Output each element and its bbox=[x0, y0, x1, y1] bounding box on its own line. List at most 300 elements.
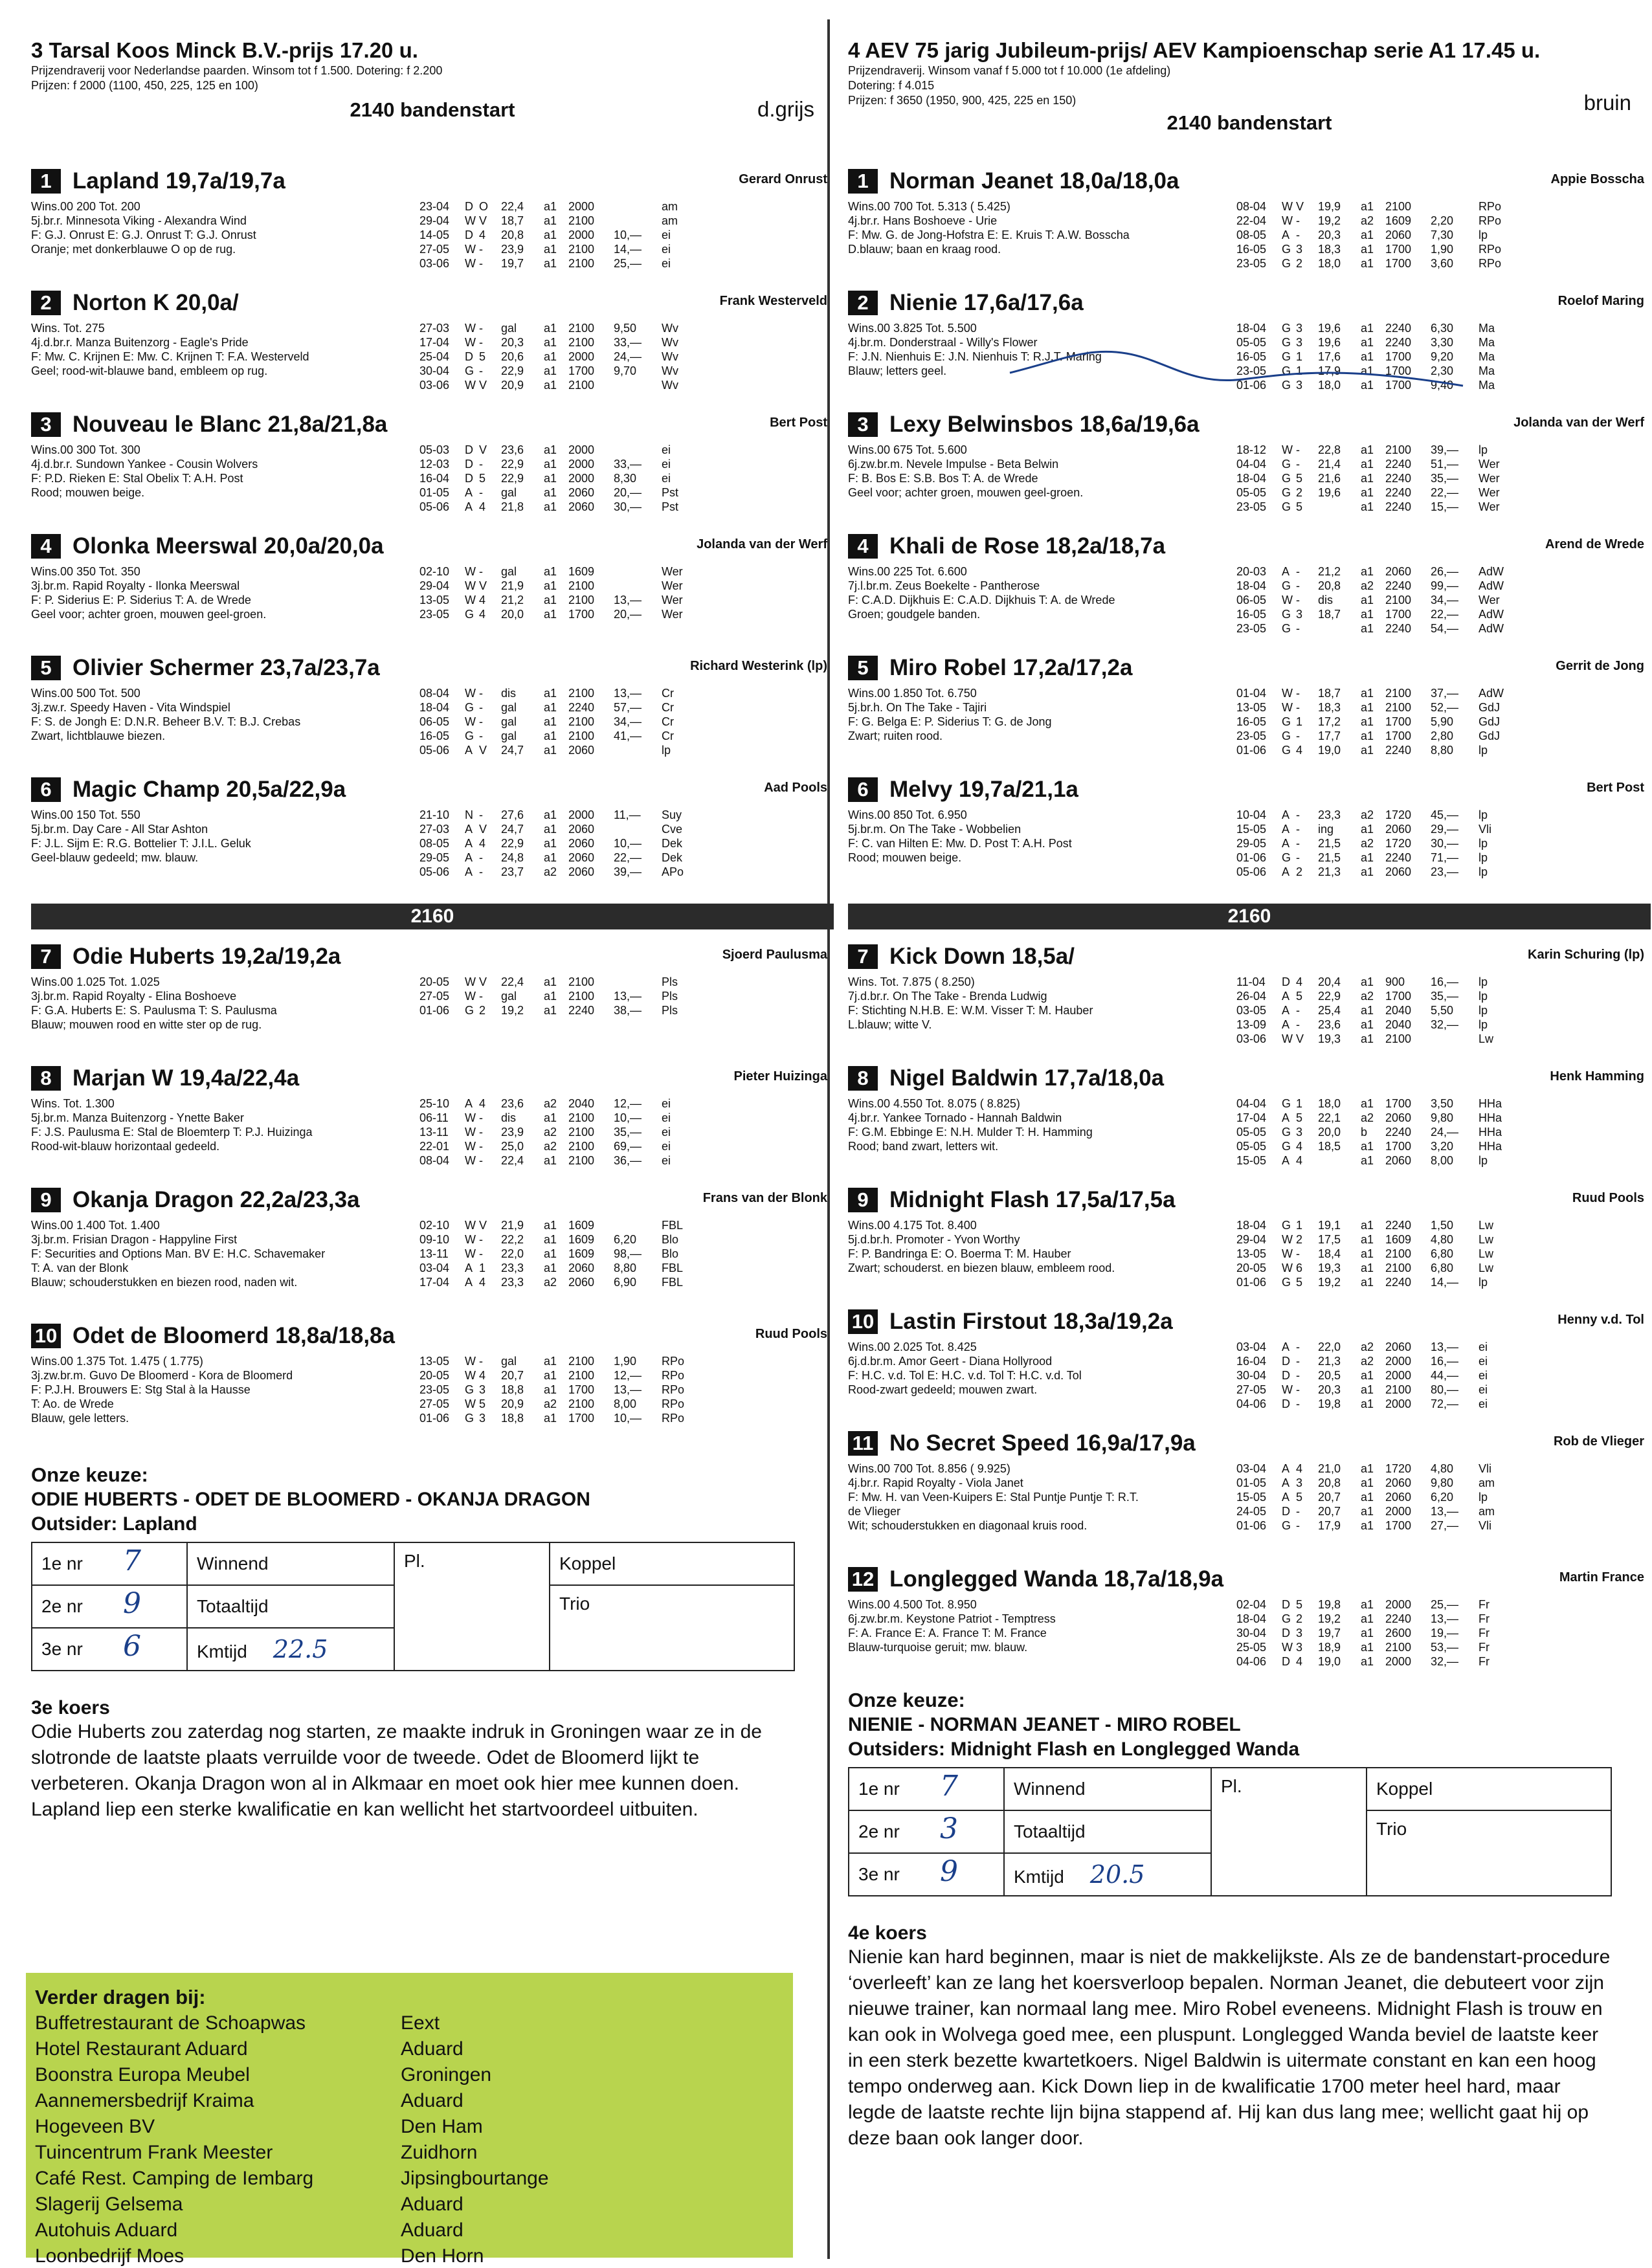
performance-row bbox=[1236, 1612, 1651, 1626]
performance-cell: 2060 bbox=[1385, 823, 1412, 836]
performance-cell: 18,7 bbox=[1318, 608, 1341, 621]
horse-info-line: 6j.zw.br.m. Keystone Patriot - Temptress bbox=[848, 1612, 1056, 1625]
performance-cell: W bbox=[1282, 1247, 1293, 1260]
performance-cell: Fr bbox=[1479, 1612, 1490, 1625]
performance-cell: a1 bbox=[544, 1219, 557, 1232]
horse-info bbox=[848, 686, 1236, 743]
horse-header bbox=[848, 290, 1651, 316]
performance-cell: a1 bbox=[544, 322, 557, 335]
performance-cell: 2040 bbox=[1385, 1004, 1412, 1017]
performance-row bbox=[1236, 621, 1651, 636]
performance-row bbox=[1236, 1597, 1651, 1612]
performance-cell: RPo bbox=[1479, 243, 1502, 256]
race-header bbox=[848, 0, 1651, 168]
performance-cell: 4 bbox=[479, 228, 486, 241]
performance-cell: A bbox=[1282, 865, 1290, 878]
horse-info bbox=[848, 1340, 1236, 1397]
performance-row bbox=[1236, 1261, 1651, 1275]
performance-cell: 3,50 bbox=[1431, 1097, 1454, 1110]
performance-cell: 21,6 bbox=[1318, 472, 1341, 485]
pick-heading: Onze keuze: bbox=[31, 1463, 148, 1486]
performance-cell: Lw bbox=[1479, 1262, 1494, 1274]
performance-cell: 22-01 bbox=[419, 1140, 450, 1153]
performance-cell: 1 bbox=[479, 1262, 486, 1274]
horse-entry bbox=[848, 777, 1651, 898]
performance-cell: 1 bbox=[1296, 1097, 1303, 1110]
performance-cell: 01-05 bbox=[1236, 1476, 1267, 1489]
performance-cell: 05-06 bbox=[419, 500, 450, 513]
performance-cell: 2060 bbox=[1385, 1111, 1412, 1124]
sponsor-place: Jipsingbourtange bbox=[401, 2168, 549, 2189]
performance-cell: G bbox=[1282, 579, 1291, 592]
horse-info-line: Blauw-turquoise geruit; mw. blauw. bbox=[848, 1641, 1028, 1654]
horse-name: Odet de Bloomerd 18,8a/18,8a bbox=[73, 1323, 395, 1348]
performance-cell: 16-05 bbox=[1236, 350, 1267, 363]
horse-info-line: 5j.br.m. Manza Buitenzorg - Ynette Baker bbox=[31, 1111, 244, 1124]
handwritten-third: 6 bbox=[123, 1630, 141, 1663]
performance-cell: ei bbox=[1479, 1340, 1488, 1353]
performance-cell: gal bbox=[501, 701, 517, 714]
horse-info-line: Wins.00 150 Tot. 550 bbox=[31, 808, 140, 821]
performance-cell: 05-05 bbox=[1236, 1140, 1267, 1153]
performance-row bbox=[419, 500, 834, 514]
handwritten-third: 9 bbox=[940, 1855, 958, 1888]
performance-cell: 20,7 bbox=[1318, 1491, 1341, 1504]
performance-cell: Wer bbox=[662, 594, 683, 606]
performance-cell: 4 bbox=[479, 608, 486, 621]
performance-cell: 1700 bbox=[1385, 729, 1412, 742]
performance-cell: 3 bbox=[1296, 1476, 1303, 1489]
performance-cell: ei bbox=[1479, 1397, 1488, 1410]
performance-cell: a1 bbox=[544, 1111, 557, 1124]
performance-row bbox=[1236, 1504, 1651, 1518]
performance-cell: 22,2 bbox=[501, 1233, 524, 1246]
performance-cell: a1 bbox=[544, 1412, 557, 1425]
driver-name: Gerrit de Jong bbox=[1556, 659, 1644, 673]
performance-cell: 1700 bbox=[568, 1383, 595, 1396]
horse-info-line: Blauw; mouwen rood en witte ster op de rug. bbox=[31, 1018, 262, 1031]
performance-cell: 1700 bbox=[568, 608, 595, 621]
performance-cell: 2060 bbox=[1385, 1491, 1412, 1504]
performance-cell: ei bbox=[1479, 1383, 1488, 1396]
horse-header bbox=[848, 1430, 1651, 1456]
performance-cell: Wv bbox=[662, 336, 678, 349]
horse-list bbox=[31, 168, 834, 898]
driver-name: Roelof Maring bbox=[1557, 294, 1644, 308]
performance-cell: 5 bbox=[1296, 1111, 1303, 1124]
performance-cell: 2240 bbox=[1385, 1612, 1412, 1625]
cell-label: Pl. bbox=[1211, 1768, 1367, 1896]
performance-cell: 27,6 bbox=[501, 808, 524, 821]
performance-cell: - bbox=[479, 364, 483, 377]
performance-cell: W bbox=[465, 565, 476, 578]
performance-cell: V bbox=[479, 975, 487, 988]
performance-cell: D bbox=[1282, 1655, 1290, 1668]
performance-cell: A bbox=[1282, 565, 1290, 578]
horse-number: 3 bbox=[31, 412, 61, 437]
performance-row bbox=[1236, 199, 1651, 214]
performance-cell: RPo bbox=[1479, 200, 1502, 213]
performance-cell: G bbox=[465, 1004, 474, 1017]
horse-info-line: 6j.d.br.m. Amor Geert - Diana Hollyrood bbox=[848, 1355, 1053, 1368]
horse-info-line: F: J.L. Sijm E: R.G. Bottelier T: J.I.L. Geluk bbox=[31, 837, 251, 850]
performance-cell: Ma bbox=[1479, 336, 1495, 349]
performance-row bbox=[419, 593, 834, 607]
row-label: 3e nr 9 bbox=[849, 1853, 1004, 1896]
performance-row bbox=[1236, 1518, 1651, 1533]
pick-list: ODIE HUBERTS - ODET DE BLOOMERD - OKANJA DRAGON bbox=[31, 1489, 590, 1510]
performance-cell: - bbox=[479, 1355, 483, 1368]
horse-info-line: 5j.br.m. Day Care - All Star Ashton bbox=[31, 823, 208, 836]
performance-cell: 16-05 bbox=[419, 729, 450, 742]
performance-cell: RPo bbox=[662, 1397, 685, 1410]
horse-info bbox=[848, 564, 1236, 621]
performance-table bbox=[419, 808, 834, 879]
performance-cell: 21,3 bbox=[1318, 865, 1341, 878]
performance-cell: a1 bbox=[544, 579, 557, 592]
performance-cell: - bbox=[479, 1126, 483, 1139]
performance-cell: G bbox=[1282, 336, 1291, 349]
performance-cell: - bbox=[1296, 1018, 1300, 1031]
driver-name: Frans van der Blonk bbox=[702, 1191, 827, 1205]
performance-table bbox=[1236, 199, 1651, 271]
horse-info-line: Wins.00 4.175 Tot. 8.400 bbox=[848, 1219, 977, 1232]
driver-name: Ruud Pools bbox=[755, 1327, 827, 1341]
performance-row bbox=[419, 865, 834, 879]
performance-cell: 1700 bbox=[1385, 990, 1412, 1003]
performance-cell: 24,7 bbox=[501, 823, 524, 836]
performance-row bbox=[1236, 1490, 1651, 1504]
horse-name: No Secret Speed 16,9a/17,9a bbox=[889, 1430, 1196, 1456]
horse-info-line: Wit; schouderstukken en diagonaal kruis rood. bbox=[848, 1519, 1088, 1532]
performance-cell: a1 bbox=[1361, 1233, 1374, 1246]
horse-header bbox=[31, 1065, 834, 1091]
horse-info-line: F: S. de Jongh E: D.N.R. Beheer B.V. T: B.J. Crebas bbox=[31, 715, 301, 728]
performance-cell: 5 bbox=[479, 350, 486, 363]
performance-cell: 15-05 bbox=[1236, 1154, 1267, 1167]
sponsor-place: Den Horn bbox=[401, 2245, 484, 2267]
performance-cell: lp bbox=[1479, 851, 1488, 864]
performance-cell: a1 bbox=[544, 1369, 557, 1382]
performance-cell: 10,— bbox=[614, 1412, 642, 1425]
performance-cell: G bbox=[1282, 486, 1291, 499]
performance-cell: ei bbox=[662, 1126, 671, 1139]
performance-cell: - bbox=[479, 322, 483, 335]
sponsor-name: Hotel Restaurant Aduard bbox=[35, 2038, 248, 2060]
performance-cell: gal bbox=[501, 715, 517, 728]
performance-cell: 6 bbox=[1296, 1262, 1303, 1274]
performance-cell: 3 bbox=[479, 1383, 486, 1396]
sponsor-row bbox=[35, 2140, 784, 2166]
performance-cell: D bbox=[465, 458, 473, 471]
horse-header bbox=[31, 168, 834, 194]
performance-cell: 18,8 bbox=[501, 1412, 524, 1425]
performance-cell: 22,8 bbox=[1318, 443, 1341, 456]
performance-cell: 20-03 bbox=[1236, 565, 1267, 578]
performance-row bbox=[1236, 743, 1651, 757]
performance-cell: 3 bbox=[1296, 608, 1303, 621]
performance-row bbox=[419, 743, 834, 757]
performance-row bbox=[419, 1261, 834, 1275]
performance-cell: - bbox=[479, 701, 483, 714]
horse-info-line: Blauw, gele letters. bbox=[31, 1412, 129, 1425]
cell-label: Kmtijd 22.5 bbox=[187, 1628, 394, 1671]
performance-cell: 4 bbox=[1296, 744, 1303, 757]
performance-row bbox=[419, 256, 834, 271]
performance-cell: a1 bbox=[1361, 1641, 1374, 1654]
performance-cell: 1 bbox=[1296, 364, 1303, 377]
performance-cell: 39,— bbox=[1431, 443, 1459, 456]
performance-cell: G bbox=[1282, 1219, 1291, 1232]
performance-cell: 4 bbox=[1296, 1140, 1303, 1153]
performance-cell: 2100 bbox=[568, 687, 595, 700]
performance-cell: 52,— bbox=[1431, 701, 1459, 714]
performance-cell: 18,5 bbox=[1318, 1140, 1341, 1153]
horse-entry bbox=[31, 777, 834, 898]
performance-cell: 27-03 bbox=[419, 322, 450, 335]
performance-cell: G bbox=[1282, 622, 1291, 635]
performance-cell: 1700 bbox=[1385, 243, 1412, 256]
performance-row bbox=[1236, 1340, 1651, 1354]
performance-cell: - bbox=[1296, 579, 1300, 592]
performance-cell: a1 bbox=[1361, 1276, 1374, 1289]
sponsor-name: Café Rest. Camping de Iembarg bbox=[35, 2168, 314, 2189]
performance-cell: a2 bbox=[544, 1097, 557, 1110]
performance-cell: G bbox=[1282, 1140, 1291, 1153]
performance-row bbox=[1236, 593, 1651, 607]
performance-cell: G bbox=[1282, 472, 1291, 485]
horse-info bbox=[31, 808, 419, 865]
performance-cell: 04-06 bbox=[1236, 1655, 1267, 1668]
performance-cell: 1700 bbox=[1385, 715, 1412, 728]
horse-info bbox=[31, 1096, 419, 1153]
performance-cell: 2060 bbox=[1385, 1154, 1412, 1167]
horse-info-line: F: P. Siderius E: P. Siderius T: A. de Wrede bbox=[31, 594, 251, 606]
performance-cell bbox=[614, 743, 662, 757]
horse-name: Midnight Flash 17,5a/17,5a bbox=[889, 1187, 1176, 1212]
performance-cell: a1 bbox=[1361, 1612, 1374, 1625]
performance-cell: 2100 bbox=[1385, 594, 1412, 606]
performance-cell: a1 bbox=[1361, 1476, 1374, 1489]
performance-cell: 2 bbox=[1296, 865, 1303, 878]
horse-info-line: Blauw; schouderstukken en biezen rood, naden wit. bbox=[31, 1276, 298, 1289]
horse-info bbox=[31, 564, 419, 621]
performance-cell: W bbox=[465, 243, 476, 256]
performance-cell: a1 bbox=[1361, 729, 1374, 742]
performance-cell: a1 bbox=[1361, 350, 1374, 363]
performance-cell: a1 bbox=[1361, 851, 1374, 864]
performance-cell: a2 bbox=[544, 1140, 557, 1153]
performance-cell: 23-05 bbox=[1236, 500, 1267, 513]
performance-cell: 13-05 bbox=[1236, 1247, 1267, 1260]
performance-cell: 18-12 bbox=[1236, 443, 1267, 456]
horse-info-line: F: Mw. G. de Jong-Hofstra E: E. Kruis T: A.W. Bosscha bbox=[848, 228, 1130, 241]
driver-name: Karin Schuring (lp) bbox=[1528, 948, 1644, 962]
race-conditions: Prijzendraverij voor Nederlandse paarden. Winsom tot f 1.500. Dotering: f 2.200 bbox=[31, 64, 443, 77]
horse-header bbox=[848, 168, 1651, 194]
race-dotation: Dotering: f 4.015 bbox=[848, 79, 935, 92]
performance-cell: AdW bbox=[1479, 622, 1504, 635]
performance-cell: G bbox=[1282, 500, 1291, 513]
performance-cell: G bbox=[1282, 364, 1291, 377]
performance-cell: V bbox=[479, 379, 487, 392]
horse-entry bbox=[848, 944, 1651, 1065]
performance-table bbox=[1236, 1462, 1651, 1533]
performance-cell: 17,7 bbox=[1318, 729, 1341, 742]
performance-cell: 32,— bbox=[1431, 1655, 1459, 1668]
performance-cell: Wer bbox=[662, 565, 683, 578]
horse-entry bbox=[848, 1430, 1651, 1566]
performance-row bbox=[419, 989, 834, 1003]
performance-row bbox=[1236, 443, 1651, 457]
performance-cell: 34,— bbox=[1431, 594, 1459, 606]
horse-info-line: Wins.00 200 Tot. 200 bbox=[31, 200, 140, 213]
performance-cell: a2 bbox=[1361, 579, 1374, 592]
performance-cell: a1 bbox=[1361, 200, 1374, 213]
performance-cell: A bbox=[465, 1262, 473, 1274]
performance-cell: 44,— bbox=[1431, 1369, 1459, 1382]
horse-info-line: Groen; goudgele banden. bbox=[848, 608, 981, 621]
performance-cell: W bbox=[1282, 214, 1293, 227]
performance-cell: 20,5 bbox=[1318, 1369, 1341, 1382]
horse-info bbox=[848, 443, 1236, 500]
performance-cell: 01-06 bbox=[1236, 379, 1267, 392]
performance-cell: 13,— bbox=[1431, 1340, 1459, 1353]
sponsor-row bbox=[35, 2114, 784, 2140]
performance-cell: W bbox=[1282, 1233, 1293, 1246]
horse-info-line: Rood; mouwen beige. bbox=[848, 851, 962, 864]
horse-number: 9 bbox=[848, 1188, 878, 1212]
performance-cell: G bbox=[1282, 608, 1291, 621]
horse-number: 2 bbox=[848, 291, 878, 315]
performance-cell: a1 bbox=[544, 228, 557, 241]
performance-cell: 2,80 bbox=[1431, 729, 1454, 742]
performance-cell: 2100 bbox=[568, 336, 595, 349]
performance-cell: a1 bbox=[1361, 1097, 1374, 1110]
performance-cell: - bbox=[479, 851, 483, 864]
horse-number: 6 bbox=[31, 777, 61, 802]
performance-cell: G bbox=[465, 364, 474, 377]
horse-info-line: Rood; band zwart, letters wit. bbox=[848, 1140, 999, 1153]
performance-cell: 5 bbox=[479, 1397, 486, 1410]
performance-cell: AdW bbox=[1479, 565, 1504, 578]
performance-row bbox=[1236, 256, 1651, 271]
performance-cell: 18,7 bbox=[1318, 687, 1341, 700]
horse-number: 8 bbox=[848, 1066, 878, 1091]
performance-cell: Pls bbox=[662, 975, 678, 988]
performance-cell: 12,— bbox=[614, 1369, 642, 1382]
performance-cell: 23,3 bbox=[501, 1262, 524, 1274]
performance-cell: lp bbox=[1479, 744, 1488, 757]
performance-cell: A bbox=[1282, 1154, 1290, 1167]
performance-cell: 16-05 bbox=[1236, 608, 1267, 621]
performance-cell: 57,— bbox=[614, 701, 642, 714]
performance-cell bbox=[614, 378, 662, 392]
performance-cell: 23,3 bbox=[1318, 808, 1341, 821]
horse-info-line: F: J.N. Nienhuis E: J.N. Nienhuis T: R.J.T. Maring bbox=[848, 350, 1102, 363]
sponsor-name: Tuincentrum Frank Meester bbox=[35, 2142, 273, 2163]
performance-cell: gal bbox=[501, 486, 517, 499]
horse-info-line: L.blauw; witte V. bbox=[848, 1018, 932, 1031]
performance-cell: 13-11 bbox=[419, 1126, 449, 1139]
horse-name: Lastin Firstout 18,3a/19,2a bbox=[889, 1309, 1173, 1334]
horse-entry bbox=[848, 655, 1651, 777]
horse-info-line: Rood-zwart gedeeld; mouwen zwart. bbox=[848, 1383, 1038, 1396]
performance-cell: 2000 bbox=[1385, 1505, 1412, 1518]
performance-cell: 20,6 bbox=[501, 350, 524, 363]
sponsor-row bbox=[35, 2010, 784, 2036]
performance-cell: Ma bbox=[1479, 379, 1495, 392]
performance-cell: 2000 bbox=[568, 443, 595, 456]
performance-cell: 25-05 bbox=[1236, 1641, 1267, 1654]
performance-row bbox=[1236, 1476, 1651, 1490]
performance-cell: a1 bbox=[1361, 1369, 1374, 1382]
horse-info-line: Oranje; met donkerblauwe O op de rug. bbox=[31, 243, 236, 256]
performance-cell: W bbox=[1282, 1032, 1293, 1045]
performance-cell: 19,7 bbox=[501, 257, 524, 270]
performance-cell: A bbox=[1282, 823, 1290, 836]
performance-cell bbox=[614, 1218, 662, 1232]
performance-row bbox=[419, 1397, 834, 1411]
performance-cell: 5,50 bbox=[1431, 1004, 1454, 1017]
performance-cell: 2100 bbox=[1385, 200, 1412, 213]
horse-info bbox=[848, 1096, 1236, 1153]
performance-cell: 2040 bbox=[568, 1097, 595, 1110]
performance-cell: 1609 bbox=[568, 1247, 595, 1260]
horse-info bbox=[31, 321, 419, 378]
performance-cell: - bbox=[1296, 228, 1300, 241]
horse-info-line: Wins.00 2.025 Tot. 8.425 bbox=[848, 1340, 977, 1353]
performance-row bbox=[1236, 1096, 1651, 1111]
performance-cell: 2100 bbox=[568, 379, 595, 392]
performance-cell: 2060 bbox=[1385, 228, 1412, 241]
performance-cell: G bbox=[1282, 379, 1291, 392]
performance-cell: 30-04 bbox=[419, 364, 450, 377]
performance-cell: GdJ bbox=[1479, 715, 1501, 728]
performance-cell: 27-05 bbox=[1236, 1383, 1267, 1396]
start-type: 2140 bandenstart bbox=[350, 98, 515, 121]
horse-info-line: 5j.br.h. On The Take - Tajiri bbox=[848, 701, 987, 714]
performance-cell: 22,4 bbox=[501, 200, 524, 213]
performance-cell: 2100 bbox=[568, 243, 595, 256]
performance-cell: 2100 bbox=[568, 1397, 595, 1410]
performance-cell: a1 bbox=[1361, 500, 1374, 513]
performance-cell: 18,8 bbox=[501, 1383, 524, 1396]
horse-info-line: F: P. Bandringa E: O. Boerma T: M. Hauber bbox=[848, 1247, 1071, 1260]
performance-row bbox=[419, 242, 834, 256]
performance-cell: 6,20 bbox=[1431, 1491, 1454, 1504]
performance-cell: 20,0 bbox=[1318, 1126, 1341, 1139]
performance-row bbox=[419, 1096, 834, 1111]
performance-cell: 4 bbox=[479, 837, 486, 850]
performance-cell: a2 bbox=[1361, 808, 1374, 821]
performance-cell: Cr bbox=[662, 701, 674, 714]
performance-cell: 2060 bbox=[568, 851, 595, 864]
performance-cell: 13-05 bbox=[419, 1355, 450, 1368]
performance-cell: 05-05 bbox=[1236, 336, 1267, 349]
horse-info bbox=[848, 975, 1236, 1032]
sponsor-name: Hogeveen BV bbox=[35, 2116, 155, 2137]
performance-cell: lp bbox=[1479, 865, 1488, 878]
performance-cell: - bbox=[479, 243, 483, 256]
performance-cell: 80,— bbox=[1431, 1383, 1459, 1396]
performance-cell: 03-06 bbox=[419, 257, 450, 270]
performance-cell: 13,— bbox=[1431, 1505, 1459, 1518]
performance-row bbox=[419, 579, 834, 593]
performance-cell: - bbox=[1296, 1340, 1300, 1353]
performance-cell: lp bbox=[1479, 990, 1488, 1003]
driver-name: Jolanda van der Werf bbox=[1513, 416, 1644, 430]
